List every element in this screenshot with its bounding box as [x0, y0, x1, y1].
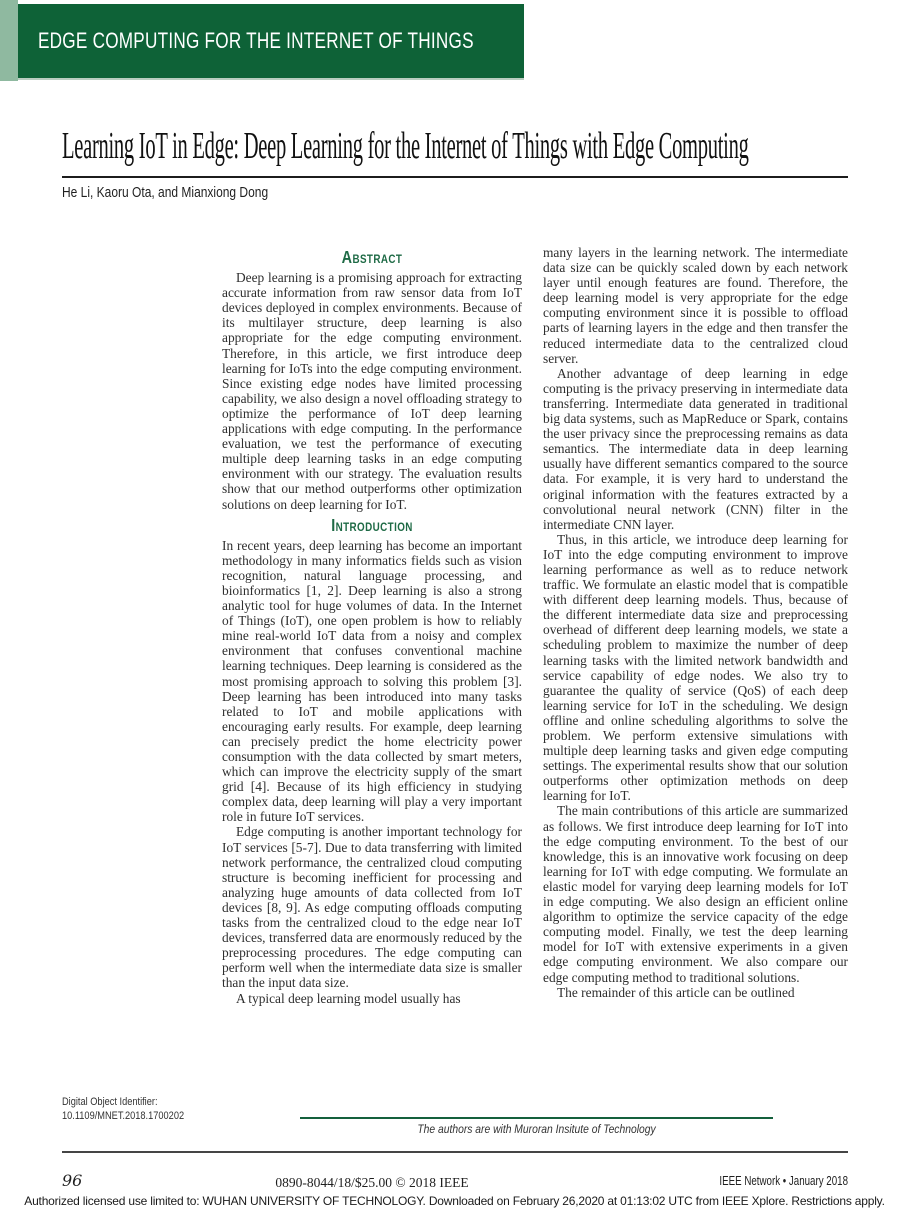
intro-paragraph: In recent years, deep learning has become an important methodology in many informatics fields such as vision recognition, natural language processing, and bioinformatics [1, 2]. Deep learning is also a strong analytic tool for huge volumes of data. In the Internet of Things (IoT), one open problem is how to reliably mine real-world IoT data from a noisy and complex environment that confuses conventional machine learning techniques. Deep learning is considered as the most promising approach to solving this problem [3]. Deep learning has been introduced into many tasks related to IoT and mobile applications with encouraging early results. For example, deep learning can precisely predict the home electricity power consumption with the data collected by smart meters, which can improve the electricity supply of the smart grid [4]. Because of its high efficiency in studying complex data, deep learning will play a very important role in future IoT services. [222, 537, 522, 825]
copyright-line: 0890-8044/18/$25.00 © 2018 IEEE [275, 1175, 469, 1190]
introduction-heading: Introduction [331, 514, 413, 535]
doi-note [62, 1096, 184, 1123]
body-paragraph: Thus, in this article, we introduce deep learning for IoT into the edge computing environment to improve learning performance as well as to reduce network traffic. We formulate an elastic model that is compatible with different deep learning models. Thus, because of the different intermediate data size and preprocessing overhead of different deep learning models, we state a scheduling problem to maximize the number of deep learning tasks with the limited network bandwidth and service capability of edge nodes. We also try to guarantee the quality of service (QoS) of each deep learning service for IoT in the scheduling. We design offline and online scheduling algorithms to solve the problem. We perform extensive simulations with multiple deep learning tasks and given edge computing settings. The experimental results show that our solution outperforms other optimization methods on deep learning for IoT. [543, 531, 848, 804]
intro-paragraph: A typical deep learning model usually has [236, 990, 461, 1006]
issue-topic-banner [18, 4, 524, 80]
left-column [222, 247, 522, 1006]
banner-accent-strip [0, 0, 18, 81]
footer-divider [62, 1151, 848, 1153]
title-divider [62, 176, 848, 178]
body-paragraph: Another advantage of deep learning in edge computing is the privacy preserving in intermediate data transferring. Intermediate data generated in traditional big data systems, such as MapReduce or Spark, contains the user privacy since the preprocessing remains as data semantics. The intermediate data in deep learning usually have different semantics compared to the source data. For example, it is very hard to understand the original information with the features extracted by a convolutional neural network (CNN) filter in the intermediate CNN layer. [543, 365, 848, 532]
article-title: Learning IoT in Edge: Deep Learning for the Internet of Things with Edge Computing [62, 125, 749, 167]
issue-topic-label: EDGE COMPUTING FOR THE INTERNET OF THINGS [38, 28, 474, 53]
doi-label: Digital Object Identifier: [62, 1096, 158, 1108]
body-paragraph: The remainder of this article can be outlined [557, 984, 795, 1000]
abstract-heading: Abstract [341, 247, 403, 267]
doi-value: 10.1109/MNET.2018.1700202 [62, 1109, 185, 1122]
title-block [62, 124, 848, 174]
body-paragraph: The main contributions of this article are summarized as follows. We first introduce deep learning for IoT into the edge computing environment. To the best of our knowledge, this is an innovative work focusing on deep learning for IoT with edge computing. We formulate an elastic model for varying deep learning models for IoT in edge computing. We also design an efficient online algorithm to optimize the service capacity of the edge computing model. Finally, we test the deep learning model for IoT with extensive experiments in a given edge computing environment. We also compare our edge computing method to traditional solutions. [543, 803, 848, 985]
affiliation-note: The authors are with Muroran Insitute of Technology [417, 1122, 656, 1136]
author-line: He Li, Kaoru Ota, and Mianxiong Dong [62, 184, 269, 201]
body-paragraph: many layers in the learning network. The intermediate data size can be quickly scaled down by each network layer until enough features are found. Therefore, the deep learning model is very appropriate for the edge computing environment since it is possible to offload parts of learning layers in the edge and then transfer the reduced intermediate data to the centralized cloud server. [543, 245, 848, 366]
journal-issue-label: IEEE Network • January 2018 [719, 1174, 848, 1188]
intro-paragraph: Edge computing is another important technology for IoT services [5-7]. Due to data transferring with limited network performance, the centralized cloud computing structure is becoming inefficient for processing and analyzing huge amounts of data collected from IoT devices [8, 9]. As edge computing offloads computing tasks from the centralized cloud to the edge near IoT devices, transferred data are enormously reduced by the preprocessing procedures. The edge computing can perform well when the intermediate data size is smaller than the input data size. [222, 824, 522, 991]
right-column [543, 245, 848, 1000]
license-notice: Authorized licensed use limited to: WUHAN UNIVERSITY OF TECHNOLOGY. Downloaded on February 26,2020 at 01:13:02 UTC from IEEE Xplore. Restrictions apply. [24, 1194, 885, 1208]
page-number: 96 [62, 1171, 83, 1190]
abstract-paragraph: Deep learning is a promising approach for extracting accurate information from raw sensor data from IoT devices deployed in complex environments. Because of its multilayer structure, deep learning is also appropriate for the edge computing environment. Therefore, in this article, we first introduce deep learning for IoTs into the edge computing environment. Since existing edge nodes have limited processing capability, we also design a novel offloading strategy to optimize the performance of IoT deep learning applications with edge computing. In the performance evaluation, we test the performance of executing multiple deep learning tasks in an edge computing environment with our strategy. The evaluation results show that our method outperforms other optimization solutions on deep learning for IoT. [222, 270, 522, 512]
affiliation-divider [300, 1117, 773, 1119]
